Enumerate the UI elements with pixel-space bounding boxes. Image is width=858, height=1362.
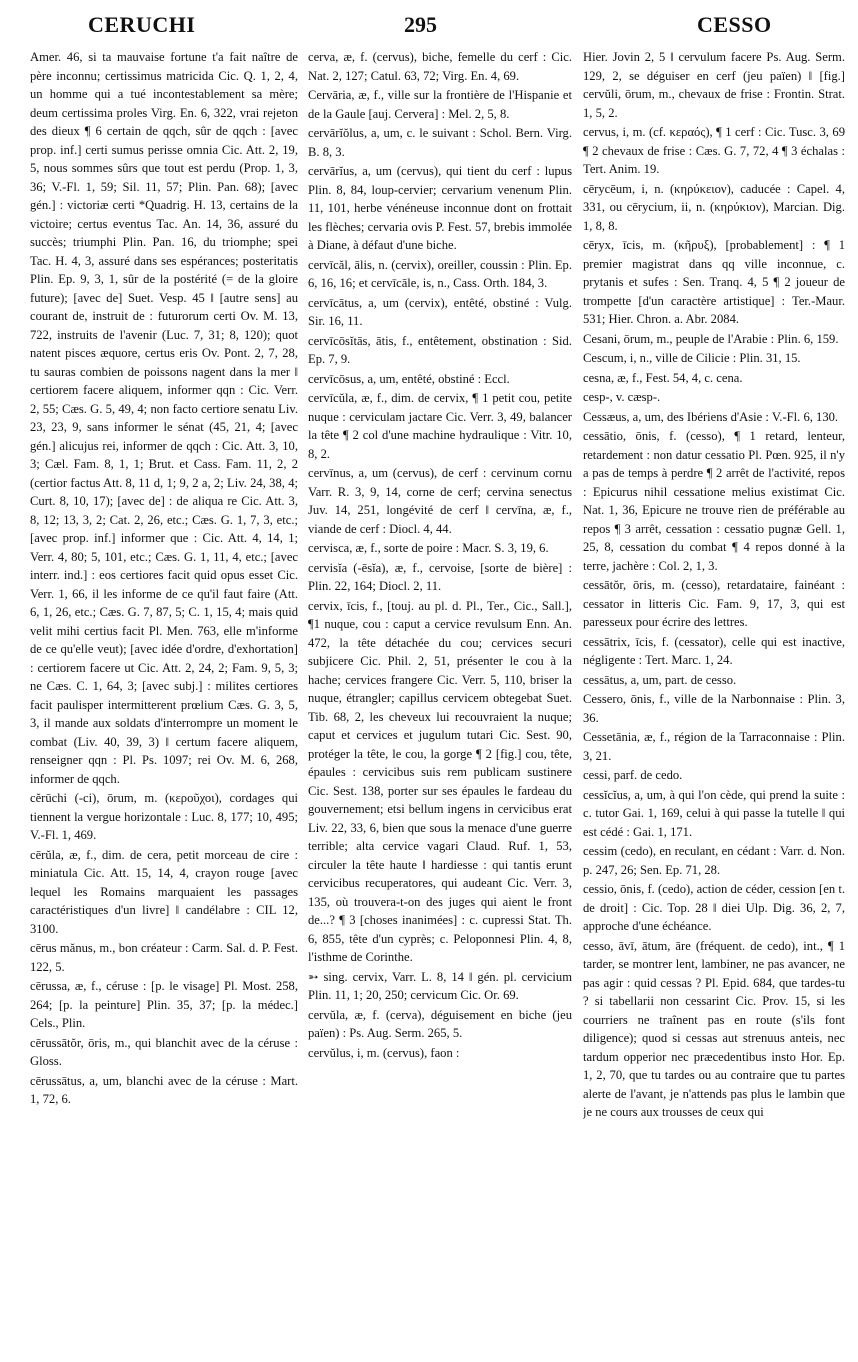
entry-cervisca: cervisca, æ, f., sorte de poire : Macr. S. 3, 19, 6. — [308, 541, 549, 555]
entry-cessaeus: Cessæus, a, um, des Ibériens d'Asie : V.-Fl. 6, 130. — [583, 409, 839, 424]
entry-cervical: cervīcăl, ālis, n. (cervix), oreiller, coussin : Plin. Ep. 6, 16, 16; et cervīcāle, is, n., Cass. Orth. 184, 3. — [308, 257, 572, 290]
entry-cervus: cervus, i, m. (cf. κεραός), ¶ 1 cerf : Cic. Tusc. 3, 69 ¶ 2 chevaux de frise : Cæs. G. 7, 72, 4 ¶ 3 échalas : Tert. Anim. 19. — [583, 125, 845, 176]
entry-cessim: cessim (cedo), en reculant, en cédant : Varr. d. Non. p. 247, 26; Sen. Ep. 71, 28. — [583, 844, 845, 877]
entry-cervula: cervŭla, æ, f. (cerva), déguisement en biche (jeu païen) : Ps. Aug. Serm. 265, 5. — [308, 1007, 572, 1040]
entry-ceruchi: cĕrūchi (-ci), ōrum, m. (κεροῦχοι), cordages qui tiennent la vergue horizontale : Luc. 8, 177; 10, 495; V.-Fl. 1, 469. — [30, 791, 298, 842]
entry-cerussator: cērussātŏr, ōris, m., qui blanchit avec de la céruse : Gloss. — [30, 1035, 298, 1068]
entry-cessatrix: cessātrix, īcis, f. (cessator), celle qui est inactive, négligente : Tert. Marc. 1, 24. — [583, 634, 845, 667]
entry-cerussatus: cērussātus, a, um, blanchi avec de la céruse : Mart. 1, 72, 6. — [30, 1073, 298, 1106]
entry-cervinus: cervīnus, a, um (cervus), de cerf : cervinum cornu Varr. R. 3, 9, 14, corne de cerf; cervina senectus Juv. 14, 251, longévité de cerf ‖ cervīna, æ, f., viande de cerf : Diocl. 4, 44. — [308, 466, 572, 536]
entry-cessatus: cessātus, a, um, part. de cesso. — [583, 672, 737, 687]
entry-cervaria: Cervāria, æ, f., ville sur la frontière de l'Hispanie et de la Gaule [auj. Cervera] : Mel. 2, 5, 8. — [308, 88, 572, 121]
entry-ceryx: cēryx, īcis, m. (κῆρυξ), [probablement] : ¶ 1 premier magistrat dans qq ville inconnue, c. prytanis et sufes : Sen. Tranq. 4, 5 ¶ 2 joueur de trompette [d'un caractère artistique] : Ter.-Maur. 531; Hier. Chron. a. Abr. 2084. — [583, 238, 845, 326]
entry-cervicosus: cervīcōsus, a, um, entêté, obstiné : Eccl. — [308, 371, 510, 386]
page-header — [0, 10, 858, 46]
entry-cessero: Cessero, ōnis, f., ville de la Narbonnaise : Plin. 3, 36. — [583, 692, 845, 725]
entry-cesp: cesp-, v. cæsp-. — [583, 390, 661, 404]
entry-cessator: cessātŏr, ōris, m. (cesso), retardataire, fainéant : cessator in litteris Cic. Fam. 9, 17, 3, qui est paresseux pour écrire des lettres. — [583, 578, 845, 629]
entry-cervisia: cervisĭa (-ēsĭa), æ, f., cervoise, [sorte de bière] : Plin. 22, 164; Diocl. 2, 11. — [308, 560, 572, 593]
entry-cescum: Cescum, i, n., ville de Cilicie : Plin. 31, 15. — [583, 351, 801, 365]
page-number: 295 — [404, 12, 437, 37]
entry-cervicula: cervīcŭla, æ, f., dim. de cervix, ¶ 1 petit cou, petite nuque : cerviculam jactare Cic. Verr. 3, 49, balancer la tête ¶ 2 col d'une machine hydraulique : Vitr. 10, 8, 2. — [308, 391, 572, 461]
entry-cervulus: cervŭlus, i, m. (cervus), faon : — [308, 1045, 460, 1060]
entry-cervicatus: cervīcātus, a, um (cervix), entêté, obstiné : Vulg. Sir. 16, 11. — [308, 295, 572, 328]
entry-continued: Hier. Jovin 2, 5 ‖ cervulum facere Ps. Aug. Serm. 129, 2, se déguiser en cerf (jeu païen) ‖ [fig.] cervŭli, ōrum, m., chevaux de frise : Frontin. Strat. 1, 5, 2. — [583, 50, 845, 120]
entry-cessi: cessi, parf. de cedo. — [583, 768, 683, 782]
entry-cervariolus: cervārĭŏlus, a, um, c. le suivant : Schol. Bern. Virg. B. 8, 3. — [308, 126, 572, 159]
entry-cerula: cērŭla, æ, f., dim. de cera, petit morceau de cire : miniatula Cic. Att. 15, 14, 4, crayon rouge [avec lequel les Romains marquaient les passages caractéristiques d'un livre] ‖ candélabre : CIL 12, 3100. — [30, 847, 298, 936]
entry-cessicius: cessĭcĭus, a, um, à qui l'on cède, qui prend la suite : c. tutor Gai. 1, 169, celui à qui passe la tutelle ‖ qui est cédé : Gai. 1, 171. — [583, 787, 845, 839]
column-3 — [583, 48, 845, 1353]
entry-cerus-manus: cērus mănus, m., bon créateur : Carm. Sal. d. P. Fest. 122, 5. — [30, 941, 298, 974]
entry-ceryceum: cērycēum, i, n. (κηρύκειον), caducée : Capel. 4, 331, ou cērycium, ii, n. (κηρύκιον), Marcian. Dig. 1, 8, 8. — [583, 181, 845, 233]
entry-cesso: cesso, āvī, ātum, āre (fréquent. de cedo), int., ¶ 1 tarder, se montrer lent, lambiner, ne pas avancer, ne pas agir : quid cessas ? Pl. Epid. 684, que tardes-tu ? si tabellarii non cessarint Cic. Prov. 15, si les courriers ne traînent pas en route (s'ils font diligence); quod si cessas aut strenuus anteis, nec tardum opperior nec præcedentibus insto Hor. Ep. 1, 2, 70, que tu tardes ou au contraire que tu partes alerte de l'avant, je n'attends pas plus le lambin que je ne cours aux trousses de ceux qui — [583, 938, 845, 1119]
entry-cerva: cerva, æ, f. (cervus), biche, femelle du cerf : Cic. Nat. 2, 127; Catul. 63, 72; Virg. En. 4, 69. — [308, 50, 572, 83]
entry-cervix: cervix, īcis, f., [touj. au pl. d. Pl., Ter., Cic., Sall.], ¶1 nuque, cou : caput a cervice revulsum Enn. An. 472, la tête détachée du cou; cervices securi subjicere Cic. Phil. 2, 51, présenter le cou à la hache; cervices frangere Cic. Verr. 5, 110, briser la nuque, étrangler; capillus cervicem obtegebat Suet. Tib. 68, 2, les cheveux lui recouvraient la nuque; caput et cervices et jugulum tutari Cic. Sest. 90, protéger la tête, le cou, la gorge ¶ 2 [fig.] cou, tête, épaules : cervicibus suis rem publicam sustinere Cic. Sest. 138, porter sur ses épaules le fardeau du gouvernement; etsi bellum ingens in cervicibus erat Liv. 22, 33, 6, bien que sous la menace d'une guerre terrible; alta cervice vagari Claud. Ruf. 1, 53, circuler la tête haute ‖ hardiesse : qui tantis erunt cervicibus recuperatores, qui audeant Cic. Verr. 3, 135, où trouvera-t-on des juges qui aient le front de...? ¶ 3 [choses inanimées] : c. cupressi Stat. Th. 6, 855, tête d'un cyprès; c. Peloponnesi Plin. 4, 8, l'isthme de Corinthe. — [308, 598, 572, 964]
entry-cessio: cessio, ōnis, f. (cedo), action de céder, cession [en t. de droit] : Cic. Top. 28 ‖ diei Ulp. Dig. 36, 2, 7, approche d'une échéance. — [583, 882, 845, 933]
entry-continued: Amer. 46, si ta mauvaise fortune t'a fait naître de père inconnu; certissimus matricida Cic. Q. 1, 2, 4, un homme qui a tué incontestablement sa mère; deum certissima proles Virg. En. 6, 322, vrai rejeton des dieux ¶ 6 certain de qqch, sûr de qqch : [avec prop. inf.] certi sumus perisse omnia Cic. Att. 2, 19, 5, nous sommes sûrs que tout est perdu (Prop. 1, 3, 36; V.-Fl. 1, 59; Sil. 11, 57; Plin. Pan. 68); [avec gén.] : victoriæ certi *Quadrig. H. 13, certains de la victoire; certus eventus Tac. An. 14, 36, assuré du succès; triumphi Plin. Pan. 16, du triomphe; spei Tac. H. 4, 3, assuré dans ses espérances; posteritatis Plin. Ep. 9, 3, 1, sûr de la postérité (= de la gloire future); [avec de] Suet. Vesp. 45 ‖ [autre sens] au courant de, instruit de : futurorum certi Ov. M. 13, 722, instruits de l'avenir (Luc. 7, 31; 8, 120); quot natent pisces æquore, certus eris Ov. Pont. 2, 7, 28, tu sauras combien de poissons nagent dans la mer ‖ certiorem facere aliquem, informer qqn : Cic. Verr. 2, 55; Cæs. G. 5, 49, 4; non facto certiore senatu Liv. 23, 23, 9, sans informer le sénat (45, 21, 4; [avec gén.] alicujus rei, informer de qqch : Cic. Att. 3, 10, 3; Cæl. Fam. 8, 1, 1; Brut. et Cass. Fam. 11, 2, 2 (certior factus Att. 8, 11 d, 1; 9, 2 a, 2; Liv. 24, 38, 4; Curt. 8, 10, 17); [avec de] : de aliqua re Cic. Att. 3, 8, 12; 13, 3, 2; Cat. 2, 26, etc.; Cæs. G. 1, 7, 3, etc.; [avec prop. inf.] informer que : Cic. Att. 4, 14, 1; Verr. 4, 80; 5, 101, etc.; Cæs. G. 1, 11, 4, etc.; [avec interr. ind.] : eos certiores facit quid opus esset Cic. Verr. 1, 66, il les informe de ce qu'il faut faire (Att. 6, 1, 26, etc.; Cæs. G. 7, 87, 5; C. 1, 15, 4; mais quid velit mihi certius facit Pl. Men. 763, elle m'informe de ce qu'elle veut); [avec idée d'ordre, d'exhortation] : certiorem facere ut Cic. Att. 2, 24, 2; Fam. 9, 5, 3; ne Cæs. C. 1, 64, 3; [avec subj.] : milites certiores facit paulisper intermitterent prœlium Cæs. G. 3, 5, 3, il mande aux soldats d'interrompre un moment le combat (Liv. 40, 39, 3) ‖ certum facere aliquem, renseigner qqn : Pl. Ps. 1097; rei Ov. M. 6, 268, informer de qqch. — [30, 50, 298, 786]
header-left-guide-word: CERUCHI — [88, 12, 196, 37]
entry-cervix-note: ➳ sing. cervix, Varr. L. 8, 14 ‖ gén. pl. cervicium Plin. 11, 1; 20, 250; cervicum Cic. Or. 69. — [308, 969, 572, 1002]
entry-cervarius: cervārĭus, a, um (cervus), qui tient du cerf : lupus Plin. 8, 84, loup-cervier; cervarium venenum Plin. 11, 101, herbe vénéneuse inconnue dont on frottait les flèches; cervaria ovis P. Fest. 57, brebis immolée à Diane, à défaut d'une biche. — [308, 164, 572, 252]
column-2 — [308, 48, 572, 1353]
entry-cessetania: Cessetānia, æ, f., région de la Tarraconnaise : Plin. 3, 21. — [583, 730, 845, 763]
entry-cesani: Cesani, ōrum, m., peuple de l'Arabie : Plin. 6, 159. — [583, 331, 839, 346]
entry-cesna: cesna, æ, f., Fest. 54, 4, c. cena. — [583, 370, 743, 385]
entry-cerussa: cērussa, æ, f., céruse : [p. le visage] Pl. Most. 258, 264; [p. la peinture] Plin. 35, 37; [p. la médec.] Cels., Plin. — [30, 979, 298, 1030]
entry-cessatio: cessātio, ōnis, f. (cesso), ¶ 1 retard, lenteur, retardement : non datur cessatio Pl. Pœn. 925, il n'y a pas de temps à perdre ¶ 2 arrêt de l'activité, repos : Epicurus nihil cessatione melius existimat Cic. Nat. 1, 36, Epicure ne trouve rien de préférable au repos ¶ 3 arrêt, cessation : cessatio pugnæ Gell. 1, 25, 8, cessation du combat ¶ 4 repos donné à la terre, jachère : Col. 2, 1, 3. — [583, 429, 845, 573]
header-right-guide-word: CESSO — [697, 12, 772, 37]
column-1 — [30, 48, 298, 1353]
entry-cervicositas: cervīcōsĭtās, ātis, f., entêtement, obstination : Sid. Ep. 7, 9. — [308, 333, 572, 366]
